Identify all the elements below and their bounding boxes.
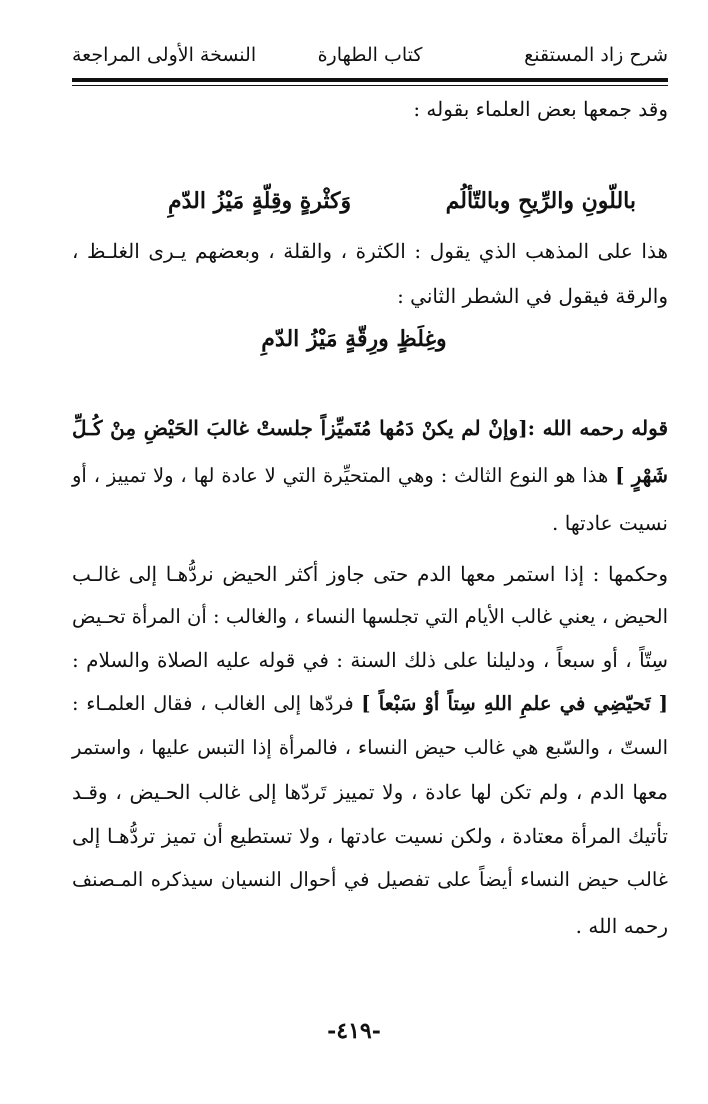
header-rule-thin: [72, 85, 668, 86]
header-chapter-title: كتاب الطهارة: [317, 44, 423, 66]
verse1-right-half: باللّونِ والرِّيحِ وبالتّألُم: [445, 188, 636, 214]
body-line-c5: رحمه الله .: [575, 914, 668, 938]
quote-line-1: قوله رحمه الله :[وإنْ لم يكنْ دَمُها مُتَميِّزاً جلستْ غالبَ الحَيْضِ مِنْ كُـلِّ: [72, 416, 668, 440]
intro-line: وقد جمعها بعض العلماء بقوله :: [413, 97, 668, 121]
verse1-left-half: وَكثْرةٍ وقِلّةٍ مَيْزُ الدّمِ: [168, 188, 352, 214]
body-line-c1: الستّ ، والسّبع هي غالب حيض النساء ، فالمرأة إذا التبس عليها ، واستمر: [72, 736, 668, 759]
quote-line-3: نسيت عادتها .: [552, 511, 668, 535]
body-line-c2: معها الدم ، ولم تكن لها عادة ، ولا تمييز تَردّها إلى غالب الحـيض ، وقـد: [72, 780, 668, 804]
body-line-b3: سِتّاً ، أو سبعاً ، ودليلنا على ذلك السنة : في قوله عليه الصلاة والسلام :: [72, 648, 668, 672]
page-number: -٤١٩-: [327, 1018, 381, 1044]
hadith-quote: [ تَحيّضِي في علمِ اللهِ سِتاً أوْ سَبْعاً ]: [361, 692, 668, 715]
body-line-a1: هذا على المذهب الذي يقول : الكثرة ، والقلة ، وبعضهم يـرى الغلـظ ،: [72, 239, 668, 263]
quote-end-bracket: شَهْرٍ ]: [615, 464, 668, 487]
body-line-c4: غالب حيض النساء أيضاً على تفصيل في أحوال النسيان سيذكره المـصنف: [72, 868, 668, 891]
running-header: [72, 38, 668, 72]
quote-line-2: [72, 461, 668, 491]
body-line-b1: وحكمها : إذا استمر معها الدم حتى جاوز أكثر الحيض نردُّهـا إلى غالـب: [72, 562, 668, 586]
quote-line-2-text: هذا هو النوع الثالث : وهي المتحيِّرة التي لا عادة لها ، ولا تمييز ، أو: [72, 464, 616, 487]
header-edition-note: النسخة الأولى المراجعة: [72, 44, 257, 66]
hadith-line: [72, 689, 668, 719]
verse2: وغِلَظٍ ورِقّةٍ مَيْزُ الدّمِ: [261, 326, 447, 352]
header-book-title: شرح زاد المستقنع: [524, 44, 668, 66]
body-line-a2: والرقة فيقول في الشطر الثاني :: [397, 284, 668, 308]
body-line-c3: تأتيك المرأة معتادة ، ولكن نسيت عادتها ، ولا تستطيع أن تميز تردُّهـا إلى: [72, 824, 668, 848]
hadith-line-text: فردّها إلى الغالب ، فقال العلمـاء :: [72, 692, 362, 715]
body-line-b2: الحيض ، يعني غالب الأيام التي تجلسها النساء ، والغالب : أن المرأة تحـيض: [72, 605, 668, 628]
header-rule-thick: [72, 78, 668, 82]
